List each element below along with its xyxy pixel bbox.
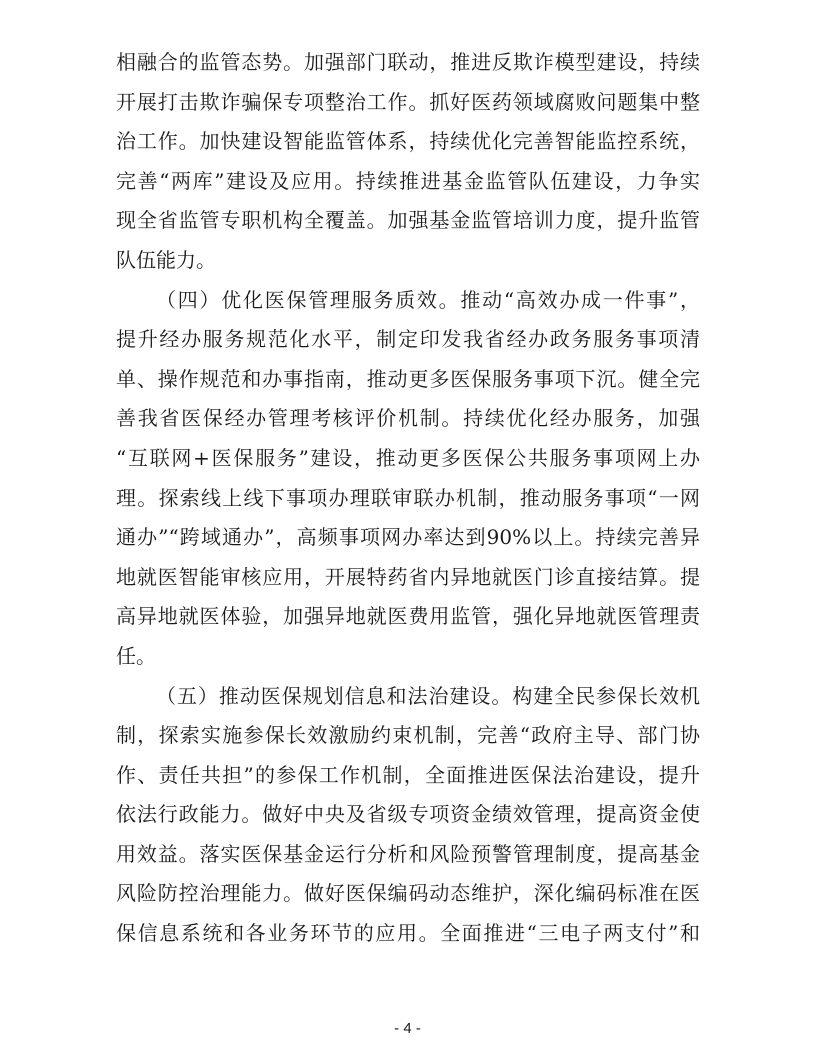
text-line: 用效益。落实医保基金运行分析和风险预警管理制度，提高基金 [116, 841, 700, 866]
text-line: 制，探索实施参保长效激励约束机制，完善“政府主导、部门协 [116, 723, 700, 748]
paragraph-2 [116, 281, 700, 677]
text-line: 善我省医保经办管理考核评价机制。持续优化经办服务，加强 [116, 406, 700, 431]
text-line: 高异地就医体验，加强异地就医费用监管，强化异地就医管理责 [116, 604, 700, 629]
text-line: 现全省监管专职机构全覆盖。加强基金监管培训力度，提升监管 [116, 208, 700, 233]
text-line: 任。 [116, 643, 156, 668]
text-line: 保信息系统和各业务环节的应用。全面推进“三电子两支付”和 [116, 921, 700, 946]
text-line: 完善“两库”建设及应用。持续推进基金监管队伍建设，力争实 [116, 168, 700, 193]
text-line: 治工作。加快建设智能监管体系，持续优化完善智能监控系统， [116, 129, 700, 154]
text-line: （五）推动医保规划信息和法治建设。构建全民参保长效机 [156, 683, 700, 708]
text-line: 开展打击欺诈骗保专项整治工作。抓好医药领域腐败问题集中整 [116, 89, 700, 114]
text-line: 风险防控治理能力。做好医保编码动态维护，深化编码标准在医 [116, 881, 700, 906]
text-line: 队伍能力。 [116, 247, 216, 272]
text-line: 作、责任共担”的参保工作机制，全面推进医保法治建设，提升 [116, 762, 700, 787]
text-line: 地就医智能审核应用，开展特药省内异地就医门诊直接结算。提 [116, 564, 700, 589]
text-line: 单、操作规范和办事指南，推动更多医保服务事项下沉。健全完 [116, 366, 700, 391]
text-line: 通办”“跨域通办”，高频事项网办率达到90%以上。持续完善异 [116, 525, 700, 550]
text-line: （四）优化医保管理服务质效。推动“高效办成一件事”， [156, 287, 700, 312]
page-number: - 4 - [394, 1020, 421, 1037]
paragraph-1 [116, 43, 700, 281]
text-line: 理。探索线上线下事项办理联审联办机制，推动服务事项“一网 [116, 485, 700, 510]
text-line: 提升经办服务规范化水平，制定印发我省经办政务服务事项清 [116, 327, 700, 352]
body-text [116, 43, 700, 954]
text-line: 依法行政能力。做好中央及省级专项资金绩效管理，提高资金使 [116, 802, 700, 827]
paragraph-3 [116, 677, 700, 954]
text-line: 相融合的监管态势。加强部门联动，推进反欺诈模型建设，持续 [116, 50, 700, 74]
text-line: “互联网+医保服务”建设，推动更多医保公共服务事项网上办 [116, 445, 700, 470]
